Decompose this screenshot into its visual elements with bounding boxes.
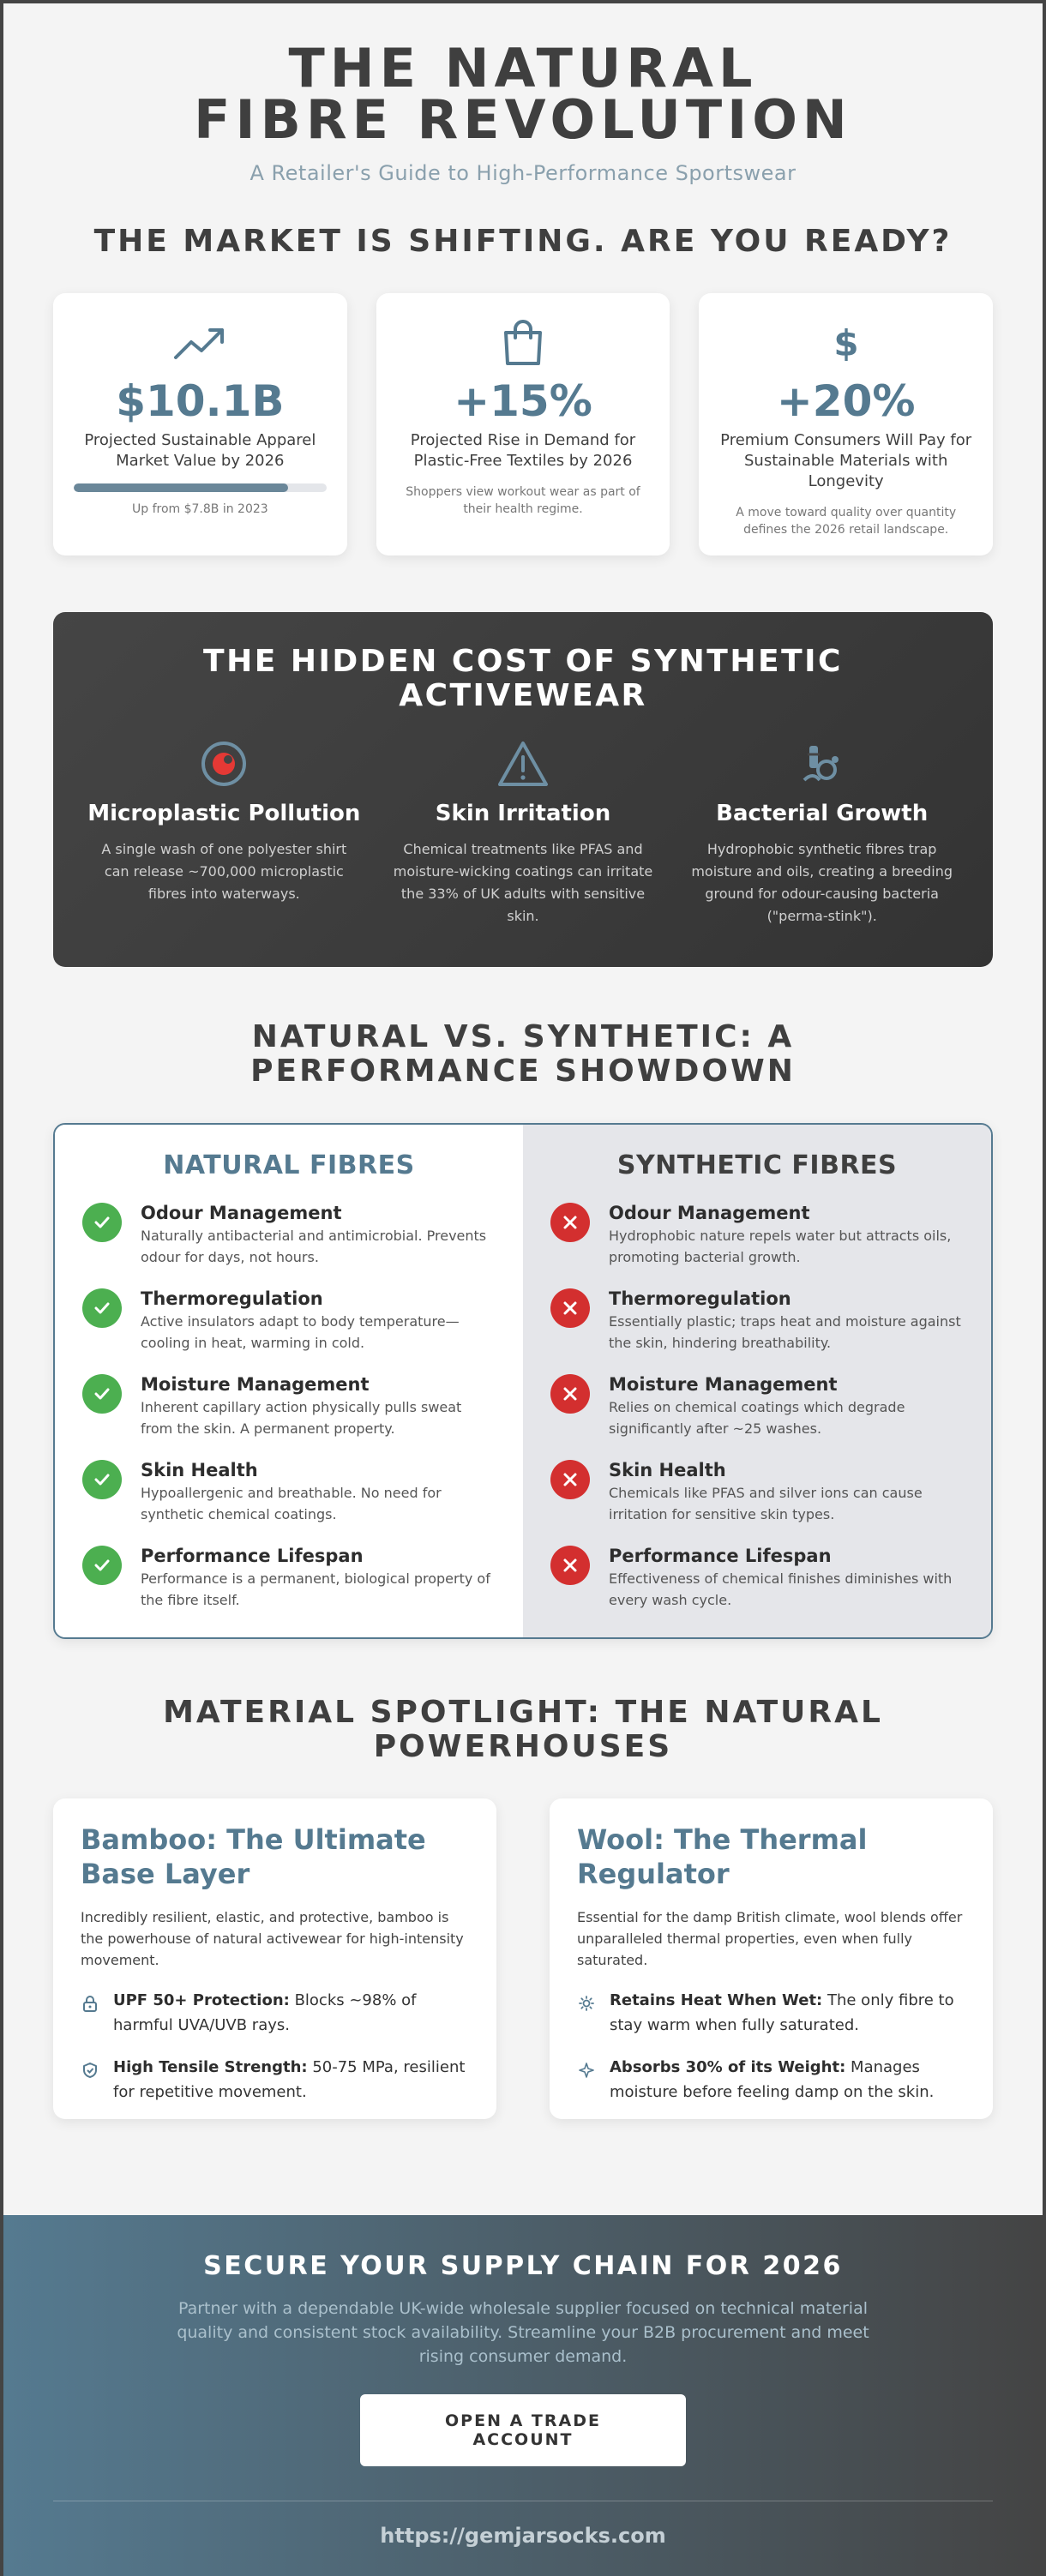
shopping-bag-icon <box>397 319 650 367</box>
comparison-item-text: Hypoallergenic and breathable. No need for synthetic chemical coatings. <box>141 1485 442 1522</box>
cross-icon <box>550 1288 590 1328</box>
stat-note: Shoppers view workout wear as part of their health regime. <box>406 485 640 516</box>
feature-label: Retains Heat When Wet: <box>610 1991 823 2009</box>
shield-check-icon <box>81 2058 99 2082</box>
comparison-item-text: Performance is a permanent, biological property of the fibre itself. <box>141 1570 490 1608</box>
stat-card-demand <box>376 293 670 555</box>
hidden-cost-heading: THE HIDDEN COST OF SYNTHETIC ACTIVEWEAR <box>203 644 843 713</box>
comparison-item <box>82 1288 496 1352</box>
spotlight-intro: Essential for the damp British climate, wool blends offer unparalleled thermal properties, even when fully saturated. <box>577 1909 963 1968</box>
comparison-item-text: Essentially plastic; traps heat and moisture against the skin, hindering breathability. <box>609 1313 961 1351</box>
synthetic-column <box>523 1125 991 1637</box>
warning-icon <box>387 737 660 790</box>
stat-label: Premium Consumers Will Pay for Sustainable Materials with Longevity <box>720 431 972 490</box>
comparison-item <box>82 1546 496 1609</box>
sparkle-icon <box>577 2058 596 2082</box>
comparison-item-title: Odour Management <box>141 1203 342 1223</box>
cost-title: Microplastic Pollution <box>87 801 361 826</box>
comparison-item-text: Chemicals like PFAS and silver ions can cause irritation for sensitive skin types. <box>609 1485 923 1522</box>
comparison-item-title: Moisture Management <box>141 1374 370 1395</box>
comparison-item <box>82 1460 496 1523</box>
spotlight-title: Wool: The Thermal Regulator <box>577 1823 868 1890</box>
stat-note: A move toward quality over quantity defines the 2026 retail landscape. <box>736 506 957 537</box>
comparison-item-title: Thermoregulation <box>609 1288 791 1309</box>
cost-text: Hydrophobic synthetic fibres trap moisture and oils, creating a breeding ground for odour-causing bacteria ("perma-stink"). <box>691 841 953 924</box>
stat-card-market-value <box>53 293 347 555</box>
comparison-item-text: Effectiveness of chemical finishes diminishes with every wash cycle. <box>609 1570 953 1608</box>
comparison-item-title: Performance Lifespan <box>609 1546 832 1566</box>
stat-note: Up from $7.8B in 2023 <box>131 502 268 516</box>
stat-value: +15% <box>454 376 592 426</box>
microplastic-icon <box>87 737 361 790</box>
stat-card-premium <box>699 293 993 555</box>
feature-text <box>113 2055 469 2105</box>
comparison-item <box>550 1460 964 1523</box>
feature-text <box>610 2055 965 2105</box>
cost-text: Chemical treatments like PFAS and moisture-wicking coatings can irritate the 33% of UK adults with sensitive skin. <box>393 841 653 924</box>
cross-icon <box>550 1460 590 1499</box>
progress-bar <box>74 483 327 492</box>
stat-value: $10.1B <box>116 376 285 426</box>
comparison-item-text: Relies on chemical coatings which degrade significantly after ~25 washes. <box>609 1399 905 1437</box>
feature-text <box>610 1988 965 2038</box>
comparison-item <box>82 1374 496 1438</box>
stat-value: +20% <box>776 376 916 426</box>
natural-column-title: NATURAL FIBRES <box>163 1150 415 1180</box>
check-icon <box>82 1460 122 1499</box>
market-heading: THE MARKET IS SHIFTING. ARE YOU READY? <box>93 224 953 259</box>
synthetic-column-title: SYNTHETIC FIBRES <box>616 1150 898 1180</box>
spotlight-title: Bamboo: The Ultimate Base Layer <box>81 1823 426 1890</box>
feature-label: Absorbs 30% of its Weight: <box>610 2058 846 2076</box>
cost-item-skin <box>387 737 660 928</box>
cta-footer <box>3 2215 1043 2576</box>
comparison-item-title: Moisture Management <box>609 1374 838 1395</box>
comparison-item-title: Skin Health <box>141 1460 258 1480</box>
hidden-cost-panel <box>53 612 993 967</box>
check-icon <box>82 1546 122 1585</box>
progress-fill <box>74 483 288 492</box>
cross-icon <box>550 1546 590 1585</box>
feature-label: UPF 50+ Protection: <box>113 1991 290 2009</box>
cost-text: A single wash of one polyester shirt can release ~700,000 microplastic fibres into waterways. <box>101 841 347 902</box>
comparison-item <box>82 1203 496 1266</box>
cta-text: Partner with a dependable UK-wide wholesale supplier focused on technical material quality and consistent stock availability. Streamline your B2B procurement and meet rising consumer demand. <box>177 2299 869 2366</box>
feature-item <box>577 1988 965 2038</box>
natural-column <box>55 1125 523 1637</box>
comparison-item-text: Inherent capillary action physically pulls sweat from the skin. A permanent property. <box>141 1399 462 1437</box>
spotlight-intro: Incredibly resilient, elastic, and protective, bamboo is the powerhouse of natural activewear for high-intensity movement. <box>81 1909 464 1968</box>
comparison-table <box>53 1123 993 1639</box>
page-subtitle: A Retailer's Guide to High-Performance Sportswear <box>249 161 797 185</box>
feature-item <box>81 2055 469 2105</box>
comparison-item-text: Active insulators adapt to body temperature—cooling in heat, warming in cold. <box>141 1313 460 1351</box>
spotlight-cards <box>53 1798 993 2119</box>
check-icon <box>82 1374 122 1414</box>
spotlight-heading: MATERIAL SPOTLIGHT: THE NATURAL POWERHOUSES <box>163 1695 883 1764</box>
comparison-item-title: Odour Management <box>609 1203 810 1223</box>
page-title: THE NATURAL FIBRE REVOLUTION <box>194 37 852 151</box>
feature-label: High Tensile Strength: <box>113 2058 308 2076</box>
comparison-item <box>550 1546 964 1609</box>
cross-icon <box>550 1374 590 1414</box>
cta-title: SECURE YOUR SUPPLY CHAIN FOR 2026 <box>203 2251 843 2281</box>
feature-desc: Blocks ~98% of harmful UVA/UVB rays. <box>113 1991 417 2034</box>
showdown-heading: NATURAL VS. SYNTHETIC: A PERFORMANCE SHOWDOWN <box>250 1019 796 1089</box>
feature-item <box>81 1988 469 2038</box>
feature-desc: 50-75 MPa, resilient for repetitive movement. <box>113 2058 466 2101</box>
bacteria-icon <box>685 737 959 790</box>
website-link[interactable]: https://gemjarsocks.com <box>380 2524 666 2548</box>
cost-title: Bacterial Growth <box>716 801 929 826</box>
comparison-item <box>550 1203 964 1266</box>
dollar-icon <box>719 319 972 367</box>
comparison-item-text: Naturally antibacterial and antimicrobial. Prevents odour for days, not hours. <box>141 1228 487 1265</box>
comparison-item-title: Skin Health <box>609 1460 726 1480</box>
cross-icon <box>550 1203 590 1242</box>
cost-item-microplastic <box>87 737 361 928</box>
comparison-item-text: Hydrophobic nature repels water but attracts oils, promoting bacterial growth. <box>609 1228 952 1265</box>
comparison-item <box>550 1374 964 1438</box>
feature-item <box>577 2055 965 2105</box>
open-trade-account-button[interactable]: OPEN A TRADE ACCOUNT <box>360 2394 686 2466</box>
feature-desc: The only fibre to stay warm when fully saturated. <box>610 1991 954 2034</box>
cost-item-bacteria <box>685 737 959 928</box>
lock-icon <box>81 1991 99 2015</box>
comparison-item <box>550 1288 964 1352</box>
spotlight-card-wool <box>550 1798 993 2119</box>
sun-icon <box>577 1991 596 2015</box>
comparison-item-title: Thermoregulation <box>141 1288 323 1309</box>
check-icon <box>82 1203 122 1242</box>
comparison-item-title: Performance Lifespan <box>141 1546 364 1566</box>
trending-up-icon <box>74 319 327 367</box>
svg-text:$: $ <box>833 322 859 364</box>
stat-label: Projected Rise in Demand for Plastic-Free Textiles by 2026 <box>410 431 636 470</box>
check-icon <box>82 1288 122 1328</box>
market-stats <box>53 293 993 555</box>
feature-desc: Manages moisture before feeling damp on the skin. <box>610 2058 935 2101</box>
feature-text <box>113 1988 469 2038</box>
spotlight-card-bamboo <box>53 1798 496 2119</box>
cost-title: Skin Irritation <box>435 801 611 826</box>
stat-label: Projected Sustainable Apparel Market Value by 2026 <box>84 431 316 470</box>
